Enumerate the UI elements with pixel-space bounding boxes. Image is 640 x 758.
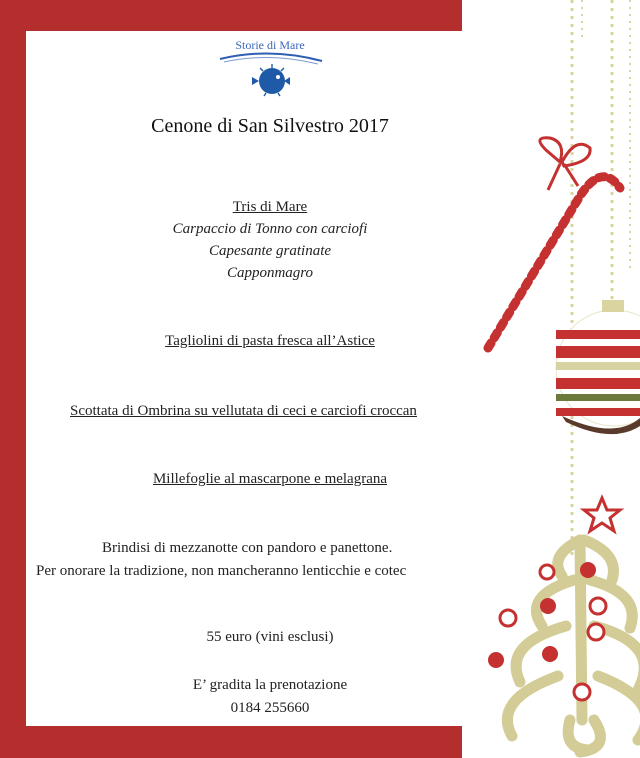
logo xyxy=(214,37,326,97)
menu-card xyxy=(26,31,462,726)
booking-note: E’ gradita la prenotazione xyxy=(192,677,348,693)
antipasto-heading: Tris di Mare xyxy=(232,199,308,215)
logo-text: Storie di Mare xyxy=(235,38,305,52)
secondo-course: Scottata di Ombrina su vellutata di ceci e carciofi croccan xyxy=(70,403,417,419)
christmas-tree-icon xyxy=(507,540,640,752)
menu-title: Cenone di San Silvestro 2017 xyxy=(151,115,389,137)
primo-course: Tagliolini di pasta fresca all’Astice xyxy=(165,333,375,349)
antipasto-item-3: Capponmagro xyxy=(226,265,314,281)
antipasto-item-2: Capesante gratinate xyxy=(208,243,332,259)
christmas-decorations xyxy=(462,0,640,758)
dolce-course: Millefoglie al mascarpone e melagrana xyxy=(152,471,388,487)
star-icon xyxy=(584,498,620,531)
antipasto-item-1: Carpaccio di Tonno con carciofi xyxy=(172,221,368,237)
phone-number: 0184 255660 xyxy=(230,700,310,716)
price: 55 euro (vini esclusi) xyxy=(206,629,334,645)
bauble-ornament-icon xyxy=(556,300,640,434)
midnight-toast: Brindisi di mezzanotte con pandoro e panettone. xyxy=(102,540,393,556)
tradition-note: Per onorare la tradizione, non mancheranno lenticchie e cotec xyxy=(36,563,407,579)
